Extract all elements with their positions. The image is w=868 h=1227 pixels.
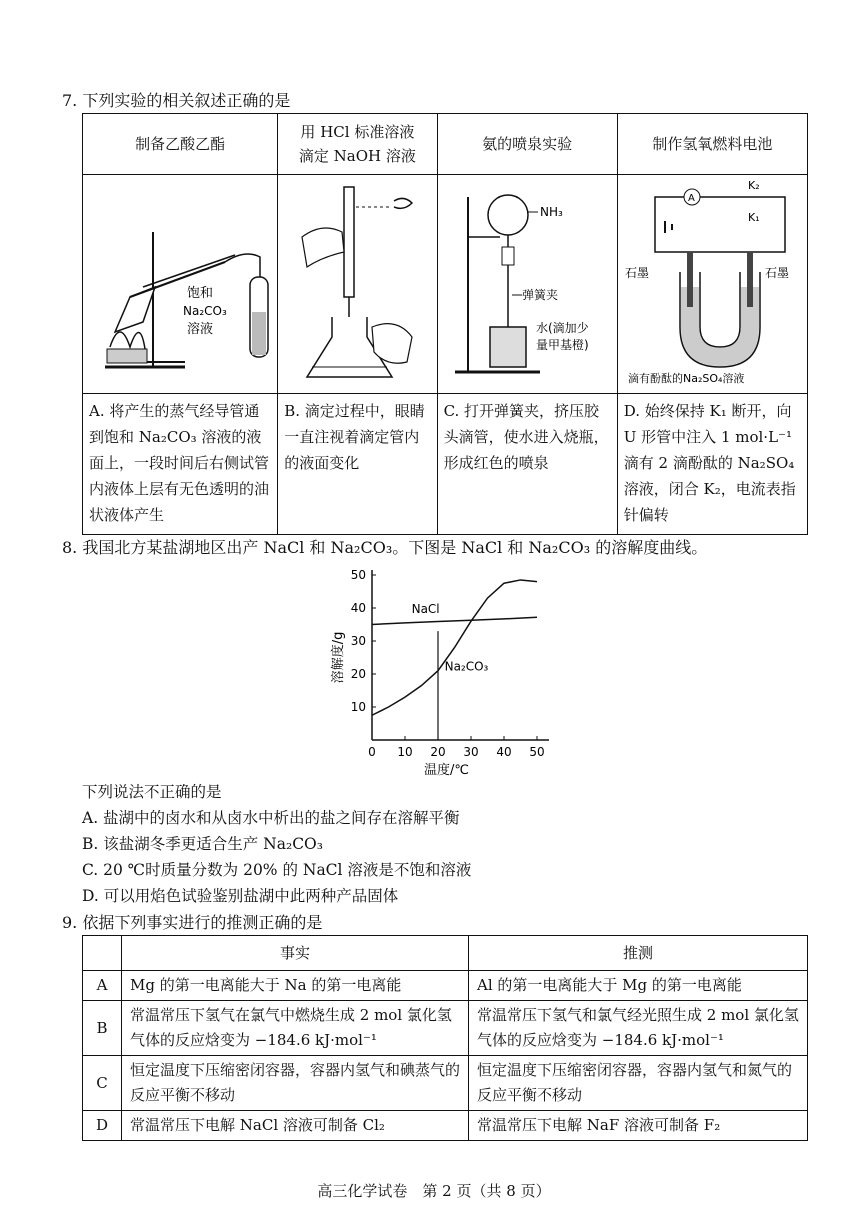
- graphite-left-label: 石墨: [624, 266, 649, 280]
- x-tick-label: 10: [397, 745, 413, 759]
- q9-row-guess: 常温常压下电解 NaF 溶液可制备 F₂: [469, 1111, 808, 1141]
- titration-figure: [282, 177, 432, 387]
- table-row: [83, 1056, 808, 1111]
- table-row: [83, 1111, 808, 1141]
- q8-option-d: D. 可以用焰色试验鉴别盐湖中此两种产品固体: [82, 887, 399, 905]
- fig1-label-1: 饱和: [187, 286, 214, 301]
- fuel-cell-figure: [620, 177, 805, 387]
- q8-option-a: A. 盐湖中的卤水和从卤水中析出的盐之间存在溶解平衡: [82, 809, 460, 827]
- q7-option-c: C. 打开弹簧夹，挤压胶头滴管，使水进入烧瓶，形成红色的喷泉: [437, 394, 617, 535]
- series-label-na2co3: Na₂CO₃: [444, 659, 489, 674]
- q7-figure-fuel-cell: [617, 175, 807, 394]
- q9-row-fact: Mg 的第一电离能大于 Na 的第一电离能: [122, 971, 469, 1001]
- graphite-right-label: 石墨: [764, 266, 789, 280]
- q9-row-label: B: [83, 1001, 122, 1056]
- q7-option-b: B. 滴定过程中，眼睛一直注视着滴定管内的液面变化: [278, 394, 437, 535]
- page-footer: 高三化学试卷 第 2 页（共 8 页）: [317, 1182, 551, 1200]
- q9-row-fact: 常温常压下氢气在氯气中燃烧生成 2 mol 氯化氢气体的反应焓变为 −184.6 kJ·mol⁻¹: [122, 1001, 469, 1056]
- y-tick-label: 30: [350, 634, 366, 648]
- fig1-label-2: Na₂CO₃: [183, 304, 227, 318]
- q9-row-fact: 常温常压下电解 NaCl 溶液可制备 Cl₂: [122, 1111, 469, 1141]
- q9-row-fact: 恒定温度下压缩密闭容器，容器内氢气和碘蒸气的反应平衡不移动: [122, 1056, 469, 1111]
- q8-option-b: B. 该盐湖冬季更适合生产 Na₂CO₃: [82, 835, 323, 853]
- table-row: [83, 1001, 808, 1056]
- fig1-label-3: 溶液: [187, 322, 214, 337]
- x-tick-label: 30: [463, 745, 479, 759]
- table-row: [83, 971, 808, 1001]
- q7-figure-titration: [278, 175, 437, 394]
- q9-row-guess: 常温常压下氢气和氯气经光照生成 2 mol 氯化氢气体的反应焓变为 −184.6 kJ·mol⁻¹: [469, 1001, 808, 1056]
- y-tick-label: 10: [350, 700, 366, 714]
- q7-option-d: D. 始终保持 K₁ 断开，向 U 形管中注入 1 mol·L⁻¹ 滴有 2 滴酚酞的 Na₂SO₄ 溶液，闭合 K₂，电流表指针偏转: [617, 394, 807, 535]
- q7-header-3: 氨的喷泉实验: [437, 114, 617, 175]
- k1-label: K₁: [747, 211, 760, 224]
- q7-header-1: 制备乙酸乙酯: [83, 114, 278, 175]
- ammeter-label: A: [687, 193, 695, 204]
- q7-table: [82, 113, 808, 535]
- question-7-title: 7. 下列实验的相关叙述正确的是: [62, 91, 291, 110]
- x-tick-label: 0: [368, 745, 376, 759]
- question-8-title: 8. 我国北方某盐湖地区出产 NaCl 和 Na₂CO₃。下图是 NaCl 和 Na₂CO₃ 的溶解度曲线。: [62, 538, 708, 557]
- solution-label: 滴有酚酞的Na₂SO₄溶液: [627, 372, 745, 385]
- q7-figure-esterification: [83, 175, 278, 394]
- q8-prompt: 下列说法不正确的是: [82, 783, 222, 801]
- x-tick-label: 50: [529, 745, 545, 759]
- fig3-label-water2: 量甲基橙): [535, 338, 589, 352]
- x-tick-label: 20: [430, 745, 446, 759]
- q7-header-2-line1: 用 HCl 标准溶液: [300, 123, 415, 141]
- q9-row-guess: Al 的第一电离能大于 Mg 的第一电离能: [469, 971, 808, 1001]
- q9-row-label: D: [83, 1111, 122, 1141]
- fig3-label-nh3: NH₃: [539, 205, 563, 219]
- esterification-apparatus-figure: [85, 177, 275, 387]
- q7-figure-fountain: [437, 175, 617, 394]
- k2-label: K₂: [747, 179, 760, 192]
- y-tick-label: 20: [350, 667, 366, 681]
- y-axis-label: 溶解度/g: [331, 631, 346, 684]
- q7-header-2-line2: 滴定 NaOH 溶液: [298, 147, 416, 165]
- q7-option-a: A. 将产生的蒸气经导管通到饱和 Na₂CO₃ 溶液的液面上，一段时间后右侧试管内液体上层有无色透明的油状液体产生: [83, 394, 278, 535]
- q8-option-c: C. 20 ℃时质量分数为 20% 的 NaCl 溶液是不饱和溶液: [82, 861, 472, 879]
- fountain-figure: [440, 177, 615, 387]
- solubility-chart: [322, 565, 562, 780]
- q9-corner-cell: [83, 936, 122, 971]
- y-tick-label: 50: [350, 568, 366, 582]
- q9-head-guess: 推测: [469, 936, 808, 971]
- q9-table: [82, 935, 808, 1141]
- fig3-label-water1: 水(滴加少: [535, 321, 589, 335]
- x-tick-label: 40: [496, 745, 512, 759]
- series-line-1: [372, 580, 537, 715]
- y-tick-label: 40: [350, 601, 366, 615]
- q9-row-label: C: [83, 1056, 122, 1111]
- q9-row-guess: 恒定温度下压缩密闭容器，容器内氢气和氮气的反应平衡不移动: [469, 1056, 808, 1111]
- q9-row-label: A: [83, 971, 122, 1001]
- question-9-title: 9. 依据下列事实进行的推测正确的是: [62, 913, 323, 932]
- q9-head-fact: 事实: [122, 936, 469, 971]
- q7-header-4: 制作氢氧燃料电池: [617, 114, 807, 175]
- x-axis-label: 温度/℃: [424, 763, 469, 778]
- series-line-0: [372, 617, 537, 624]
- series-label-nacl: NaCl: [411, 601, 440, 616]
- q7-header-2: [278, 114, 437, 175]
- fig3-label-clamp: 弹簧夹: [521, 288, 558, 302]
